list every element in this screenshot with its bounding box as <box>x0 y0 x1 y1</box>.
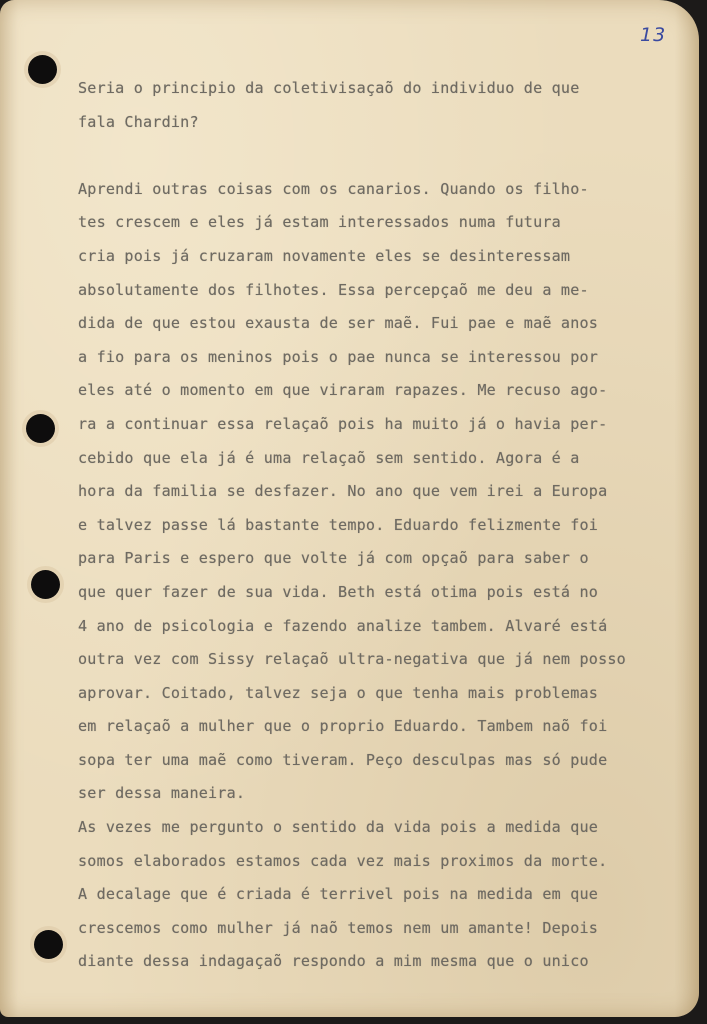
text-line: Aprendi outras coisas com os canarios. Quando os filho- <box>78 179 589 198</box>
text-line: crescemos como mulher já naõ temos nem um amante! Depois <box>78 918 599 937</box>
text-line: As vezes me pergunto o sentido da vida pois a medida que <box>78 818 599 837</box>
text-line: eles até o momento em que viraram rapazes. Me recuso ago- <box>78 381 608 400</box>
punch-hole <box>28 55 57 84</box>
document-body <box>78 72 678 979</box>
text-line: hora da familia se desfazer. No ano que vem irei a Europa <box>78 482 608 501</box>
text-line: outra vez com Sissy relaçaõ ultra-negativa que já nem posso <box>78 650 626 669</box>
text-line: ra a continuar essa relaçaõ pois ha muito já o havia per- <box>78 414 608 433</box>
text-line: tes crescem e eles já estam interessados numa futura <box>78 213 561 232</box>
text-line: ser dessa maneira. <box>78 784 246 803</box>
text-line: aprovar. Coitado, talvez seja o que tenha mais problemas <box>78 683 599 702</box>
punch-hole <box>31 570 60 599</box>
text-line: A decalage que é criada é terrivel pois na medida em que <box>78 885 599 904</box>
text-line: diante dessa indagaçaõ respondo a mim mesma que o unico <box>78 952 589 971</box>
text-line: em relaçaõ a mulher que o proprio Eduardo. Tambem naõ foi <box>78 717 608 736</box>
text-line: somos elaborados estamos cada vez mais proximos da morte. <box>78 851 608 870</box>
paragraph-gap <box>78 139 678 173</box>
text-line: que quer fazer de sua vida. Beth está otima pois está no <box>78 582 599 601</box>
text-line: cebido que ela já é uma relaçaõ sem sentido. Agora é a <box>78 448 580 467</box>
text-line: dida de que estou exausta de ser maẽ. Fui pae e maẽ anos <box>78 314 599 333</box>
punch-hole <box>34 930 63 959</box>
text-line: e talvez passe lá bastante tempo. Eduardo felizmente foi <box>78 515 599 534</box>
text-line: sopa ter uma maẽ como tiveram. Peço desculpas mas só pude <box>78 750 608 769</box>
text-line: a fio para os meninos pois o pae nunca se interessou por <box>78 347 599 366</box>
page-number: 13 <box>640 24 667 46</box>
text-line: fala Chardin? <box>78 112 199 131</box>
text-line: Seria o principio da coletivisaçaõ do individuo de que <box>78 79 580 97</box>
text-line: para Paris e espero que volte já com opçaõ para saber o <box>78 549 589 568</box>
text-line: cria pois já cruzaram novamente eles se desinteressam <box>78 246 571 265</box>
text-line: 4 ano de psicologia e fazendo analize tambem. Alvaré está <box>78 616 608 635</box>
text-line: absolutamente dos filhotes. Essa percepçaõ me deu a me- <box>78 280 589 299</box>
punch-hole <box>26 414 55 443</box>
